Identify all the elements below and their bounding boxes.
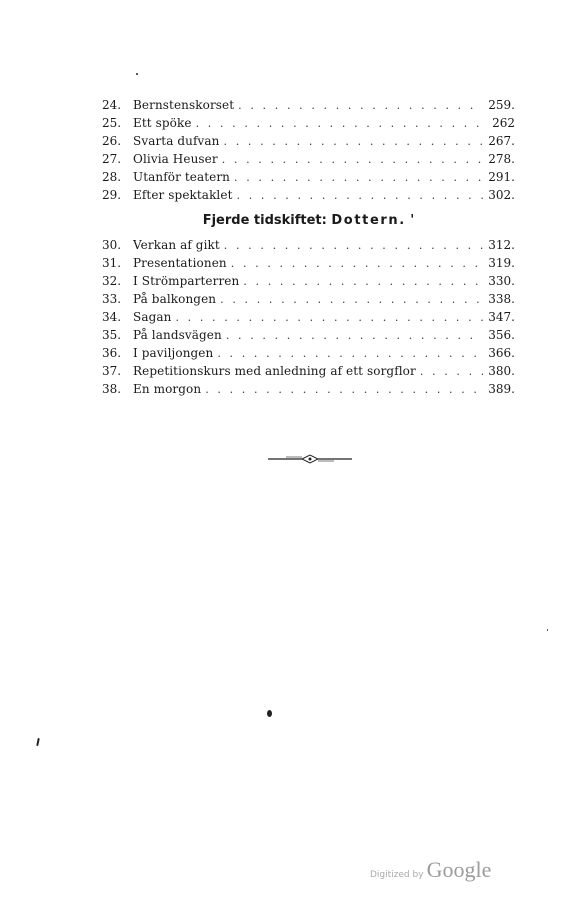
toc-entry-page: 267. — [488, 134, 515, 148]
toc-entry-page: 366. — [488, 346, 515, 360]
dot-leader — [220, 291, 483, 309]
toc-entry — [102, 344, 515, 362]
toc-entry-number: 33. — [102, 292, 122, 306]
ink-speck — [547, 629, 548, 631]
toc-entry — [102, 272, 515, 290]
toc-entry-page: 380. — [488, 364, 515, 378]
toc-entry — [102, 290, 515, 308]
toc-entry-number: 32. — [102, 274, 122, 288]
toc-list-part-one — [102, 96, 515, 204]
toc-entry-number: 34. — [102, 310, 122, 324]
toc-entry-page: 319. — [488, 256, 515, 270]
toc-entry-number: 29. — [102, 188, 122, 202]
ink-speck — [36, 738, 40, 746]
toc-entry — [102, 96, 515, 114]
dot-leader — [196, 115, 483, 133]
toc-entry-page: 389. — [488, 382, 515, 396]
toc-entry-title: En morgon — [133, 382, 202, 396]
dot-leader — [175, 309, 483, 327]
toc-entry-title: Presentationen — [133, 256, 227, 270]
dot-leader — [205, 381, 483, 399]
toc-entry-number: 38. — [102, 382, 122, 396]
toc-entry — [102, 186, 515, 204]
toc-entry-number: 30. — [102, 238, 122, 252]
dot-leader — [237, 187, 484, 205]
dot-leader — [234, 169, 483, 187]
toc-entry-page: 262 — [492, 116, 515, 130]
toc-entry — [102, 362, 515, 380]
toc-entry-number: 24. — [102, 98, 122, 112]
toc-entry — [102, 132, 515, 150]
toc-entry-page: 312. — [488, 238, 515, 252]
toc-entry-title: I Strömparterren — [133, 274, 240, 288]
toc-entry — [102, 326, 515, 344]
toc-entry-title: Svarta dufvan — [133, 134, 220, 148]
toc-entry-page: 259. — [488, 98, 515, 112]
toc-entry — [102, 114, 515, 132]
toc-entry-title: Olivia Heuser — [133, 152, 218, 166]
section-heading-mark: ' — [410, 213, 415, 228]
dot-leader — [226, 327, 483, 345]
toc-entry-title: På balkongen — [133, 292, 217, 306]
dot-leader — [243, 273, 483, 291]
ink-speck — [267, 710, 272, 717]
watermark-prefix: Digitized by — [370, 870, 424, 880]
dot-leader — [231, 255, 483, 273]
toc-entry-page: 278. — [488, 152, 515, 166]
toc-entry-title: Bernstenskorset — [133, 98, 235, 112]
toc-entry-number: 27. — [102, 152, 122, 166]
toc-entry-title: På landsvägen — [133, 328, 222, 342]
digitized-by-watermark — [370, 857, 491, 883]
toc-entry-page: 356. — [488, 328, 515, 342]
toc-entry — [102, 254, 515, 272]
ink-speck — [136, 73, 138, 75]
section-heading-prefix: Fjerde tidskiftet: — [202, 213, 327, 228]
toc-entry — [102, 236, 515, 254]
toc-entry-title: Efter spektaklet — [133, 188, 233, 202]
toc-entry-page: 330. — [488, 274, 515, 288]
watermark-brand-logo: Google — [426, 857, 492, 882]
toc-entry-number: 37. — [102, 364, 122, 378]
toc-entry-title: Verkan af gikt — [133, 238, 220, 252]
dot-leader — [224, 133, 484, 151]
toc-entry-number: 31. — [102, 256, 122, 270]
toc-entry-number: 26. — [102, 134, 122, 148]
dot-leader — [224, 237, 483, 255]
toc-entry-title: Ett spöke — [133, 116, 192, 130]
ornament-divider-icon — [268, 453, 352, 465]
toc-entry-title: Sagan — [133, 310, 172, 324]
section-heading — [102, 213, 515, 228]
dot-leader — [238, 97, 483, 115]
toc-entry-number: 36. — [102, 346, 122, 360]
toc-list-part-two — [102, 236, 515, 398]
toc-entry-page: 347. — [488, 310, 515, 324]
toc-entry-title: Utanför teatern — [133, 170, 231, 184]
toc-entry-number: 35. — [102, 328, 122, 342]
dot-leader — [217, 345, 483, 363]
toc-entry-page: 302. — [488, 188, 515, 202]
toc-entry-number: 28. — [102, 170, 122, 184]
dot-leader — [222, 151, 483, 169]
toc-entry — [102, 150, 515, 168]
toc-entry-title: I paviljongen — [133, 346, 214, 360]
toc-entry-page: 338. — [488, 292, 515, 306]
toc-entry-number: 25. — [102, 116, 122, 130]
toc-entry — [102, 308, 515, 326]
toc-entry — [102, 380, 515, 398]
toc-entry-page: 291. — [488, 170, 515, 184]
toc-entry-title: Repetitionskurs med anledning af ett sorgflor — [133, 364, 416, 378]
section-heading-title: Dottern. — [331, 213, 406, 228]
toc-entry — [102, 168, 515, 186]
dot-leader — [420, 363, 483, 381]
